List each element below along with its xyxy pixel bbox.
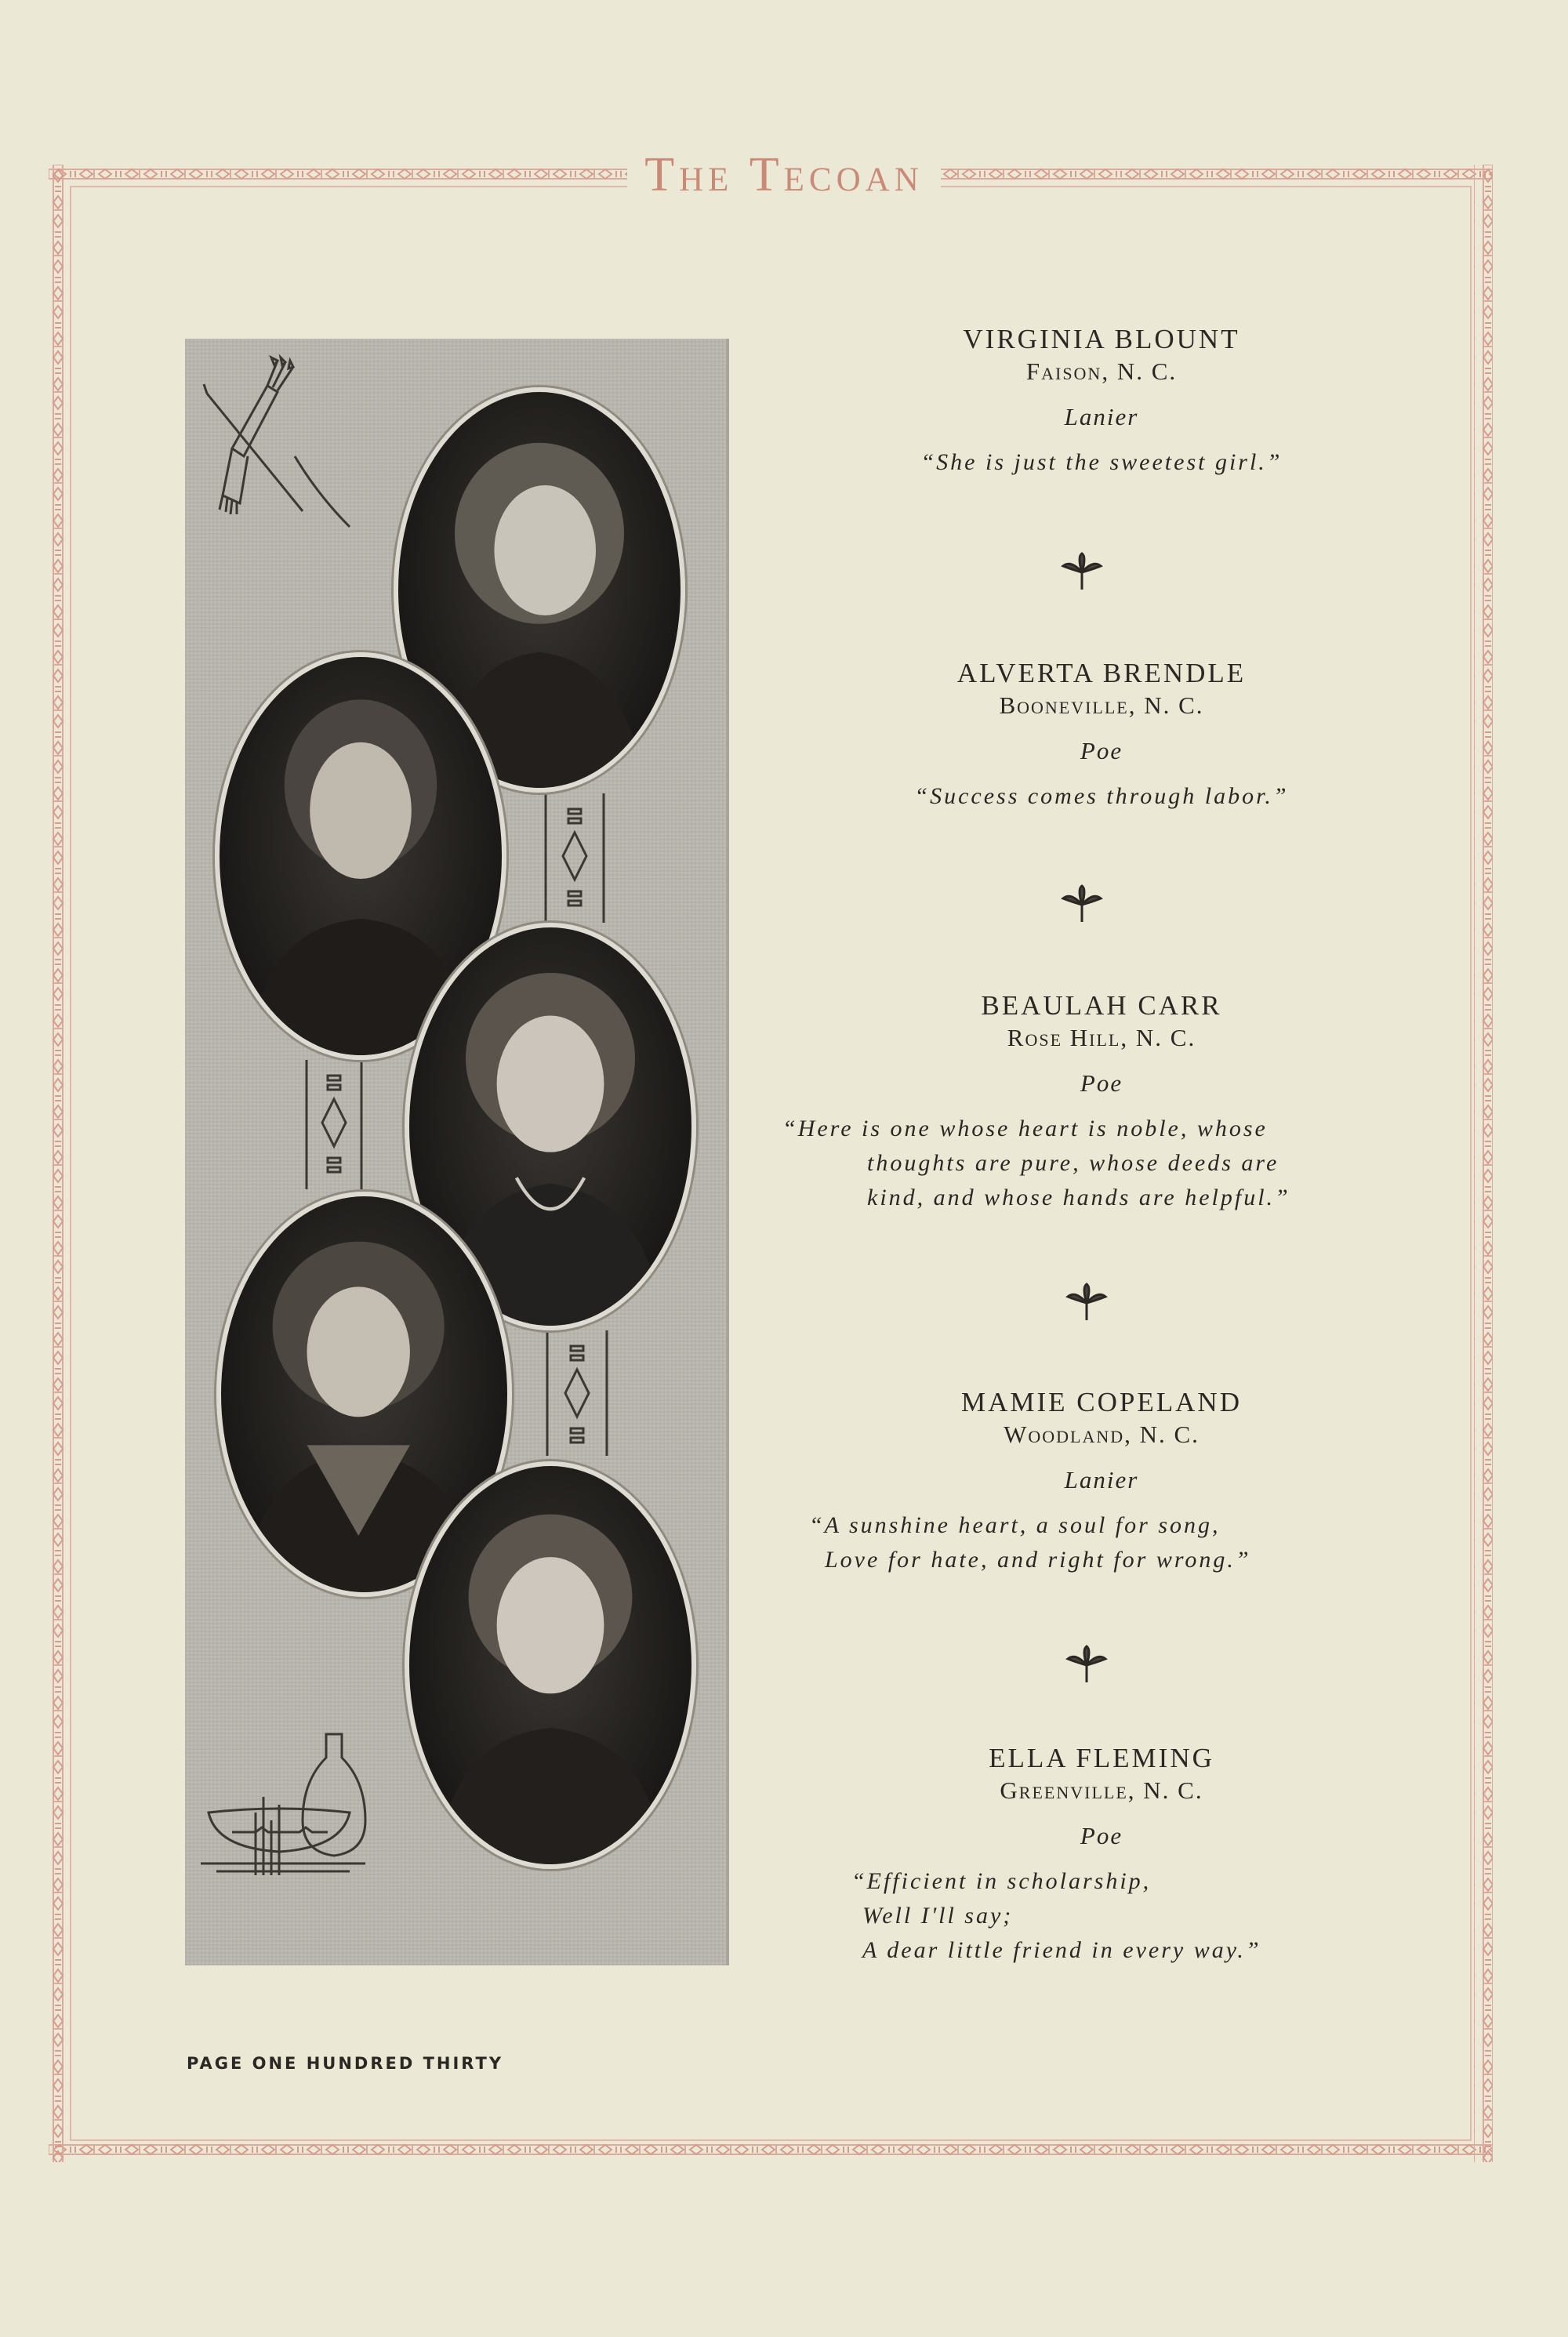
flower-ornament-icon xyxy=(1063,1645,1110,1686)
photo-panel xyxy=(185,339,729,1965)
student-entry xyxy=(776,657,1427,814)
page-number-label: PAGE ONE HUNDRED THIRTY xyxy=(187,2054,504,2073)
student-entry xyxy=(776,1742,1427,1968)
student-entry xyxy=(776,989,1427,1215)
student-name: MAMIE COPELAND xyxy=(961,1387,1242,1417)
quiver-arrows-icon xyxy=(204,357,350,527)
student-hometown: Greenville, N. C. xyxy=(1000,1776,1203,1804)
student-quote: “Efficient in scholarship, Well I'll say; A dear little friend in every way.” xyxy=(851,1868,1261,1963)
diamond-ornament xyxy=(546,793,604,923)
student-hometown: Rose Hill, N. C. xyxy=(1007,1024,1196,1051)
portrait-photo xyxy=(405,1461,696,1869)
pottery-bowl-icon xyxy=(201,1734,365,1875)
flower-ornament-icon xyxy=(1063,1283,1110,1323)
student-society: Lanier xyxy=(1064,403,1139,430)
student-name: BEAULAH CARR xyxy=(981,990,1222,1021)
student-society: Lanier xyxy=(1064,1466,1139,1493)
student-hometown: Woodland, N. C. xyxy=(1004,1421,1200,1448)
student-quote: “Success comes through labor.” xyxy=(914,783,1289,809)
student-hometown: Faison, N. C. xyxy=(1025,357,1178,385)
student-name: ALVERTA BRENDLE xyxy=(956,658,1247,688)
student-quote: “She is just the sweetest girl.” xyxy=(920,449,1283,475)
student-entry xyxy=(776,323,1427,480)
student-quote: “Here is one whose heart is noble, whose thoughts are pure, whose deeds are kind, and whose hands are helpful.” xyxy=(782,1116,1290,1210)
student-society: Poe xyxy=(1080,1069,1123,1097)
flower-ornament-icon xyxy=(1058,884,1105,925)
page-header-title: The Tecoan xyxy=(0,147,1568,203)
diamond-ornament xyxy=(307,1060,361,1189)
student-name: VIRGINIA BLOUNT xyxy=(963,324,1240,354)
student-society: Poe xyxy=(1080,737,1123,764)
student-name: ELLA FLEMING xyxy=(989,1743,1214,1773)
student-entry xyxy=(776,1386,1427,1577)
student-hometown: Booneville, N. C. xyxy=(999,691,1204,719)
student-society: Poe xyxy=(1080,1822,1123,1849)
diamond-ornament xyxy=(547,1330,607,1456)
flower-ornament-icon xyxy=(1058,552,1105,593)
student-quote: “A sunshine heart, a soul for song, Love for hate, and right for wrong.” xyxy=(809,1512,1251,1573)
